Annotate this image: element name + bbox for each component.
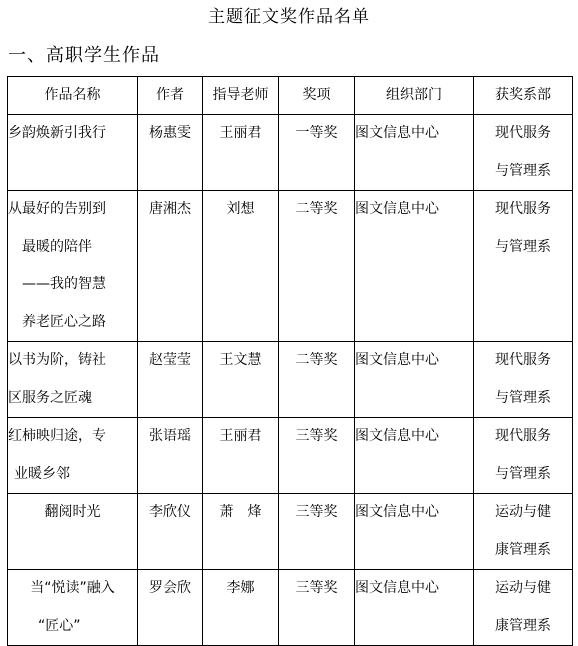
entry-advisor: 萧 烽 bbox=[203, 494, 279, 570]
entry-department-line: 运动与健 bbox=[495, 580, 551, 596]
entry-department bbox=[474, 342, 573, 418]
table-header-row bbox=[8, 77, 573, 115]
header-author: 作者 bbox=[138, 77, 203, 115]
entry-title-line: 以书为阶，铸社 bbox=[8, 352, 106, 368]
entry-organizer: 图文信息中心 bbox=[355, 570, 474, 646]
entry-department-line: 运动与健 bbox=[495, 504, 551, 520]
entry-department-line: 与管理系 bbox=[495, 389, 551, 406]
entry-title bbox=[8, 191, 138, 342]
entry-author: 赵莹莹 bbox=[138, 342, 203, 418]
entry-department bbox=[474, 191, 573, 342]
header-award: 奖项 bbox=[279, 77, 355, 115]
entry-department bbox=[474, 494, 573, 570]
entry-title bbox=[8, 570, 138, 646]
entry-award: 三等奖 bbox=[279, 494, 355, 570]
entry-advisor: 王丽君 bbox=[203, 115, 279, 191]
entry-title-line: 区服务之匠魂 bbox=[8, 389, 92, 406]
entry-title bbox=[8, 418, 138, 494]
entry-department bbox=[474, 418, 573, 494]
header-department: 获奖系部 bbox=[474, 77, 573, 115]
table-row bbox=[8, 570, 573, 646]
entry-organizer: 图文信息中心 bbox=[355, 191, 474, 342]
section-heading: 一、高职学生作品 bbox=[8, 45, 160, 66]
entry-title-line: 翻阅时光 bbox=[44, 504, 101, 520]
entry-advisor: 王文慧 bbox=[203, 342, 279, 418]
entry-advisor: 李娜 bbox=[203, 570, 279, 646]
table-row bbox=[8, 418, 573, 494]
entry-author: 罗会欣 bbox=[138, 570, 203, 646]
header-title: 作品名称 bbox=[8, 77, 138, 115]
table-row bbox=[8, 494, 573, 570]
entry-title bbox=[8, 115, 138, 191]
table-row bbox=[8, 342, 573, 418]
entry-title-line: 红柿映归途，专 bbox=[8, 428, 106, 444]
entry-department-line: 现代服务 bbox=[495, 428, 551, 444]
entry-department-line: 与管理系 bbox=[495, 238, 551, 255]
entry-title-line: 当“悦读”融入 bbox=[30, 580, 115, 596]
entry-award: 三等奖 bbox=[279, 418, 355, 494]
entry-organizer: 图文信息中心 bbox=[355, 115, 474, 191]
entry-author: 杨惠雯 bbox=[138, 115, 203, 191]
entry-title-line: 养老匠心之路 bbox=[22, 313, 106, 330]
header-organizer: 组织部门 bbox=[355, 77, 474, 115]
document-title: 主题征文奖作品名单 bbox=[208, 7, 370, 27]
entry-author: 李欣仪 bbox=[138, 494, 203, 570]
entry-department-line: 与管理系 bbox=[495, 465, 551, 482]
entry-advisor: 刘想 bbox=[203, 191, 279, 342]
entry-award: 二等奖 bbox=[279, 342, 355, 418]
entry-award: 二等奖 bbox=[279, 191, 355, 342]
entry-department-line: 康管理系 bbox=[495, 617, 551, 634]
entry-title-line: 最暖的陪伴 bbox=[22, 238, 92, 255]
entry-department-line: 现代服务 bbox=[495, 125, 551, 141]
entry-department-line: 康管理系 bbox=[495, 541, 551, 558]
header-advisor: 指导老师 bbox=[203, 77, 279, 115]
entry-organizer: 图文信息中心 bbox=[355, 418, 474, 494]
entry-department-line: 现代服务 bbox=[495, 352, 551, 368]
entry-organizer: 图文信息中心 bbox=[355, 342, 474, 418]
entry-advisor: 王丽君 bbox=[203, 418, 279, 494]
entry-title bbox=[8, 342, 138, 418]
entry-award: 三等奖 bbox=[279, 570, 355, 646]
entry-title-line: 乡韵焕新引我行 bbox=[8, 125, 106, 141]
entry-author: 张语瑶 bbox=[138, 418, 203, 494]
entry-title-line: “匠心” bbox=[38, 617, 81, 634]
entry-title-line: ——我的智慧 bbox=[22, 276, 106, 292]
entry-department-line: 与管理系 bbox=[495, 162, 551, 179]
entry-department-line: 现代服务 bbox=[495, 201, 551, 217]
entry-department bbox=[474, 115, 573, 191]
entry-organizer: 图文信息中心 bbox=[355, 494, 474, 570]
entry-department bbox=[474, 570, 573, 646]
award-table bbox=[7, 76, 573, 646]
entry-title bbox=[8, 494, 138, 570]
entry-award: 一等奖 bbox=[279, 115, 355, 191]
entry-title-line: 从最好的告别到 bbox=[8, 201, 106, 217]
table-row bbox=[8, 191, 573, 342]
table-row bbox=[8, 115, 573, 191]
entry-author: 唐湘杰 bbox=[138, 191, 203, 342]
entry-title-line: 业暖乡邻 bbox=[14, 465, 70, 482]
